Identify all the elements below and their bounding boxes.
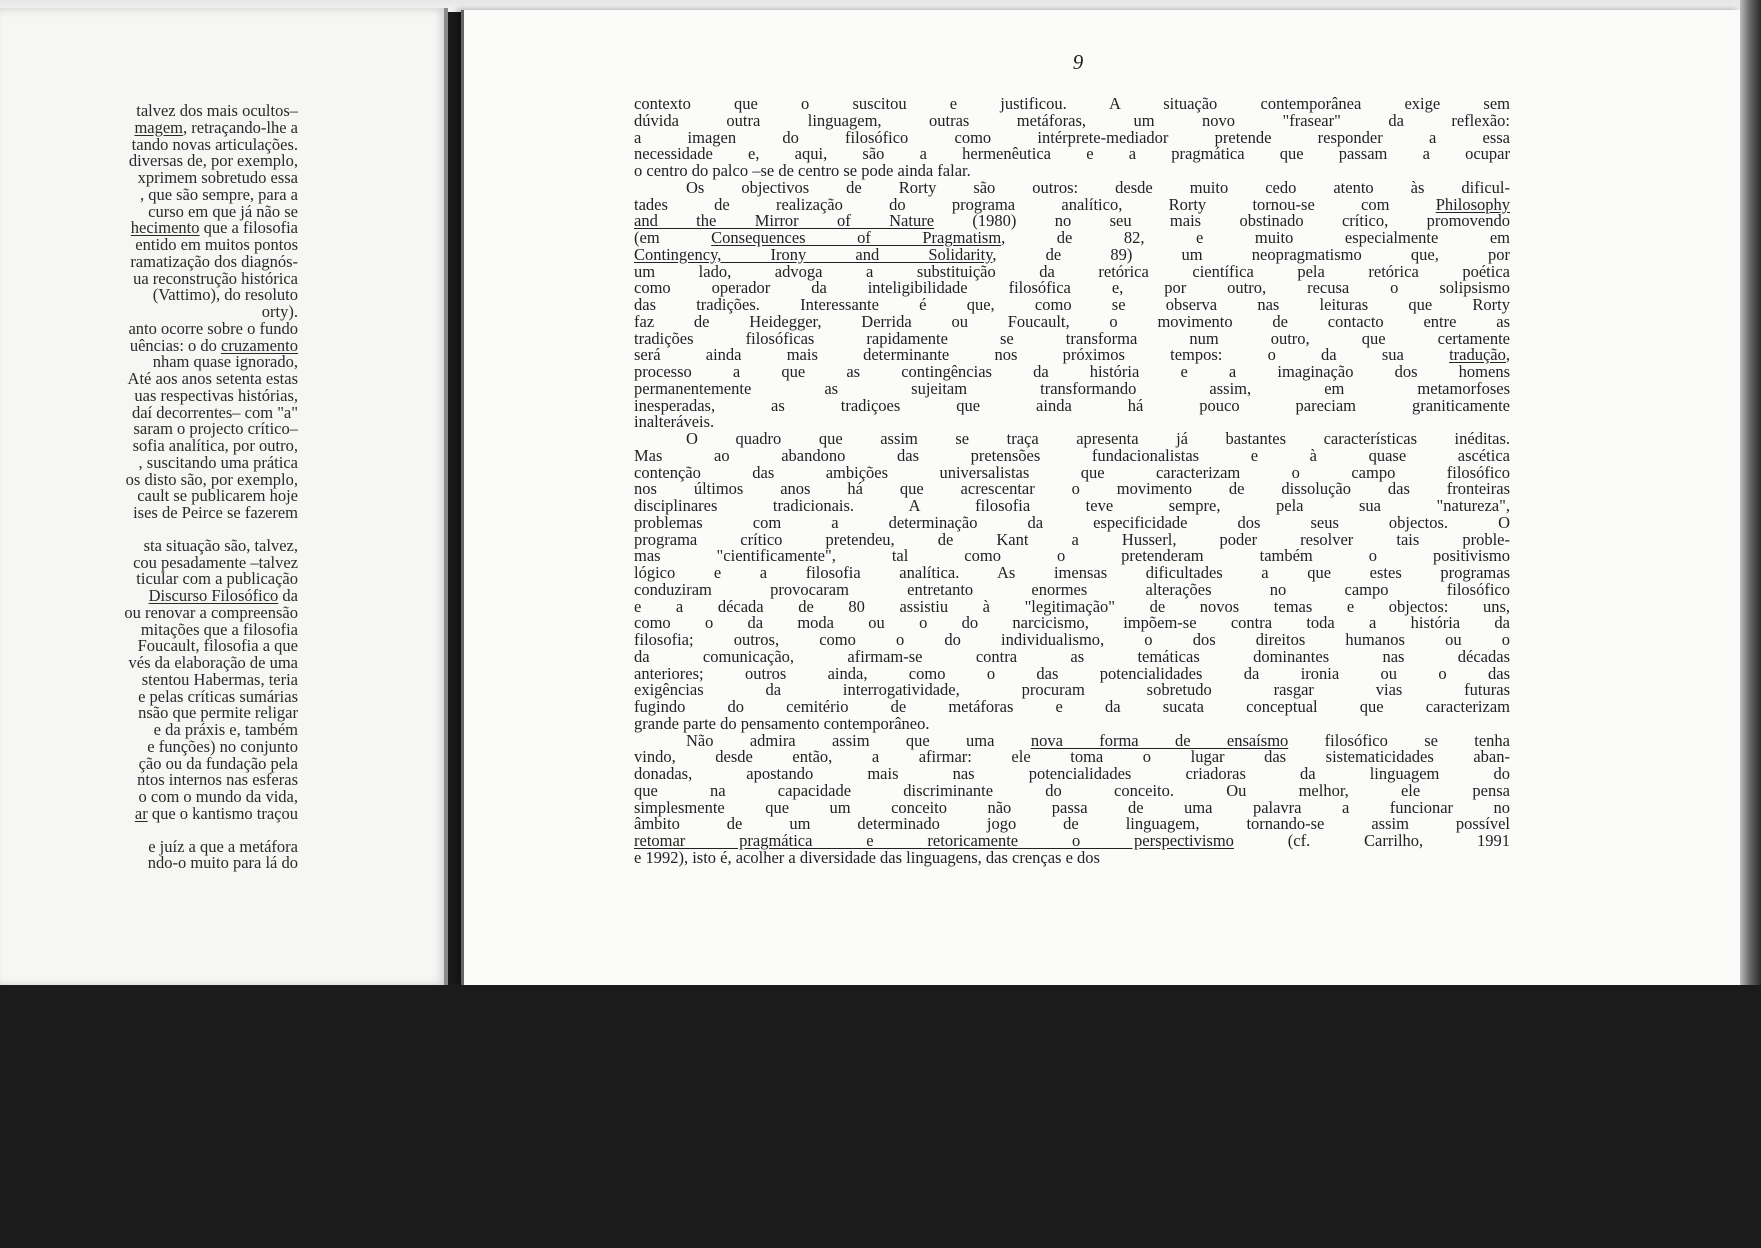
right-text-line: grande parte do pensamento contemporâneo.: [634, 713, 930, 733]
right-text-line: tades de realização do programa analítico, Rorty tornou-se com Philosophy: [634, 194, 1510, 214]
right-text-line: Os objectivos de Rorty são outros: desde muito cedo atento às dificul-: [686, 177, 1510, 197]
right-text-line: conduziram provocaram entretanto enormes alterações no campo filosófico: [634, 579, 1510, 599]
right-text-line: das tradições. Interessante é que, como se observa nas leituras que Rorty: [634, 295, 1510, 314]
left-page-text: [0, 103, 298, 872]
left-text-line: ticular com a publicação: [136, 569, 298, 589]
right-text-line: retomar pragmática e retoricamente o perspectivismo (cf. Carrilho, 1991: [634, 831, 1510, 850]
right-text-line: anteriores; outros ainda, como o das potencialidades da ironia ou o das: [634, 663, 1510, 683]
left-text-line: ntos internos nas esferas: [137, 770, 298, 790]
right-text-line: vindo, desde então, a afirmar: ele toma o lugar das sistematicidades aban-: [634, 747, 1510, 767]
left-text-line: e pelas críticas sumárias: [138, 686, 298, 706]
left-text-line: xprimem sobretudo essa: [137, 168, 298, 187]
left-text-line: ndo-o muito para lá do: [147, 853, 298, 873]
left-text-line: mitações que a filosofia: [140, 619, 298, 639]
left-text-line: stentou Habermas, teria: [141, 669, 298, 689]
scanner-bed-background: [0, 985, 1761, 1248]
left-text-line: Foucault, filosofia a que: [137, 636, 298, 656]
right-text-line: Não admira assim que uma nova forma de ensaísmo filosófico se tenha: [686, 730, 1511, 750]
right-text-line: contenção das ambições universalistas que caracterizam o campo filosófico: [634, 462, 1510, 482]
left-text-line: ramatização dos diagnós-: [130, 251, 298, 271]
left-text-line: ar que o kantismo traçou: [134, 803, 298, 823]
left-text-line: anto ocorre sobre o fundo: [128, 318, 298, 338]
left-text-line: magem, retraçando-lhe a: [134, 117, 298, 137]
left-text-line: ção ou da fundação pela: [138, 753, 298, 773]
left-text-line: sofia analítica, por outro,: [132, 436, 298, 455]
right-text-line: permanentemente as sujeitam transformando assim, em metamorfoses: [634, 378, 1510, 398]
right-text-line: e a década de 80 assistiu à "legitimação" de novos temas e objectos: uns,: [634, 596, 1510, 616]
right-text-line: simplesmente que um conceito não passa de uma palavra a funcionar no: [634, 797, 1510, 817]
right-text-line: dúvida outra linguagem, outras metáforas, um novo "frasear" da reflexão:: [634, 110, 1510, 130]
left-text-line: nham quase ignorado,: [152, 352, 298, 372]
right-text-line: será ainda mais determinante nos próximos tempos: o da sua tradução,: [634, 345, 1510, 365]
left-text-line: ua reconstrução histórica: [133, 268, 298, 288]
right-text-line: Mas ao abandono das pretensões fundacionalistas e à quase ascética: [634, 445, 1510, 465]
left-text-line: daí decorrentes– com "a": [131, 402, 298, 422]
right-text-line: que na capacidade discriminante do conceito. Ou melhor, ele pensa: [634, 780, 1510, 800]
scanner-right-edge: [1740, 0, 1761, 985]
right-text-line: processo a que as contingências da história e a imaginação dos homens: [634, 362, 1510, 381]
left-text-line: , suscitando uma prática: [138, 452, 298, 472]
right-text-line: mas "cientificamente", tal como o pretenderam também o positivismo: [634, 546, 1510, 566]
right-text-line: problemas com a determinação da especificidade dos seus objectos. O: [634, 512, 1510, 532]
right-text-line: nos últimos anos há que acrescentar o movimento de dissolução das fronteiras: [634, 479, 1510, 499]
right-text-line: da comunicação, afirmam-se contra as temáticas dominantes nas décadas: [634, 646, 1510, 666]
left-text-line: orty).: [261, 302, 298, 321]
left-text-line: uências: o do cruzamento: [129, 335, 298, 355]
right-text-line: como operador da inteligibilidade filosófica e, por outro, recusa o solipsismo: [634, 278, 1510, 298]
left-text-line: e funções) no conjunto: [147, 736, 298, 756]
left-text-line: diversas de, por exemplo,: [128, 151, 298, 171]
right-text-line: O quadro que assim se traça apresenta já bastantes características inéditas.: [686, 429, 1510, 448]
left-page: [0, 8, 448, 986]
left-text-line: e da práxis e, também: [153, 720, 298, 739]
left-text-line: curso em que já não se: [148, 201, 298, 221]
left-text-line: talvez dos mais ocultos–: [136, 101, 298, 120]
left-text-line: , que são sempre, para a: [139, 184, 298, 204]
left-text-line: saram o projecto crítico–: [133, 419, 298, 439]
left-text-line: sta situação são, talvez,: [143, 535, 298, 555]
left-text-line: e juíz a que a metáfora: [148, 836, 298, 856]
right-text-line: and the Mirror of Nature (1980) no seu mais obstinado crítico, promovendo: [634, 211, 1510, 231]
right-text-line: um lado, advoga a substituição da retórica científica pela retórica poética: [634, 261, 1510, 281]
left-text-line: ises de Peirce se fazerem: [133, 503, 298, 522]
right-text-line: donadas, apostando mais nas potencialidades criadoras da linguagem do: [634, 764, 1510, 783]
right-text-line: (em Consequences of Pragmatism, de 82, e muito especialmente em: [634, 228, 1511, 247]
left-text-line: ou renovar a compreensão: [124, 602, 298, 622]
left-text-line: tando novas articulações.: [131, 134, 298, 154]
right-text-line: como o da moda ou o do narcicismo, impõem-se contra toda a história da: [634, 613, 1510, 633]
right-page-text: [634, 96, 1510, 867]
right-text-line: o centro do palco –se de centro se pode ainda falar.: [634, 161, 971, 180]
left-text-line: cault se publicarem hoje: [137, 486, 298, 506]
left-text-line: Até aos anos setenta estas: [127, 369, 298, 388]
right-text-line: fugindo do cemitério de metáforas e da sucata conceptual que caracterizam: [634, 697, 1510, 716]
left-text-line: hecimento que a filosofia: [130, 218, 298, 238]
left-text-line: nsão que permite religar: [138, 703, 298, 723]
right-text-line: faz de Heidegger, Derrida ou Foucault, o movimento de contacto entre as: [634, 311, 1510, 331]
left-text-line: os disto são, por exemplo,: [125, 469, 298, 489]
left-text-line: (Vattimo), do resoluto: [152, 285, 298, 305]
right-text-line: necessidade e, aqui, são a hermenêutica e a pragmática que passam a ocupar: [634, 144, 1510, 164]
right-text-line: e 1992), isto é, acolher a diversidade das linguagens, das crenças e dos: [634, 847, 1100, 867]
right-text-line: inalteráveis.: [634, 412, 715, 432]
right-text-line: inesperadas, as tradiçoes que ainda há pouco pareciam graniticamente: [634, 395, 1510, 415]
right-text-line: contexto que o suscitou e justificou. A situação contemporânea exige sem: [634, 94, 1510, 113]
left-text-line: cou pesadamente –talvez: [133, 552, 298, 572]
left-text-line: o com o mundo da vida,: [138, 787, 298, 806]
right-text-line: programa crítico pretendeu, de Kant a Husserl, poder resolver tais proble-: [634, 529, 1510, 549]
right-text-line: tradições filosóficas rapidamente se transforma num outro, que certamente: [634, 328, 1510, 348]
right-text-line: disciplinares tradicionais. A filosofia teve sempre, pela sua "natureza",: [634, 496, 1510, 515]
left-text-line: entido em muitos pontos: [135, 235, 298, 254]
left-text-line: Discurso Filosófico da: [148, 586, 298, 605]
right-text-line: Contingency, Irony and Solidarity, de 89) um neopragmatismo que, por: [634, 244, 1510, 264]
right-text-line: lógico e a filosofia analítica. As imensas dificultades a que estes programas: [634, 563, 1510, 582]
right-text-line: exigências da interrogatividade, procuram sobretudo rasgar vias futuras: [634, 680, 1510, 700]
right-text-line: a imagen do filosófico como intérprete-mediador pretende responder a essa: [634, 127, 1510, 147]
right-text-line: filosofia; outros, como o do individualismo, o dos direitos humanos ou o: [634, 630, 1510, 649]
right-text-line: âmbito de um determinado jogo de linguagem, tornando-se assim possível: [634, 814, 1510, 834]
left-text-line: vés da elaboração de uma: [128, 653, 298, 672]
left-text-line: uas respectivas histórias,: [134, 385, 298, 405]
page-number: 9: [1072, 50, 1084, 74]
